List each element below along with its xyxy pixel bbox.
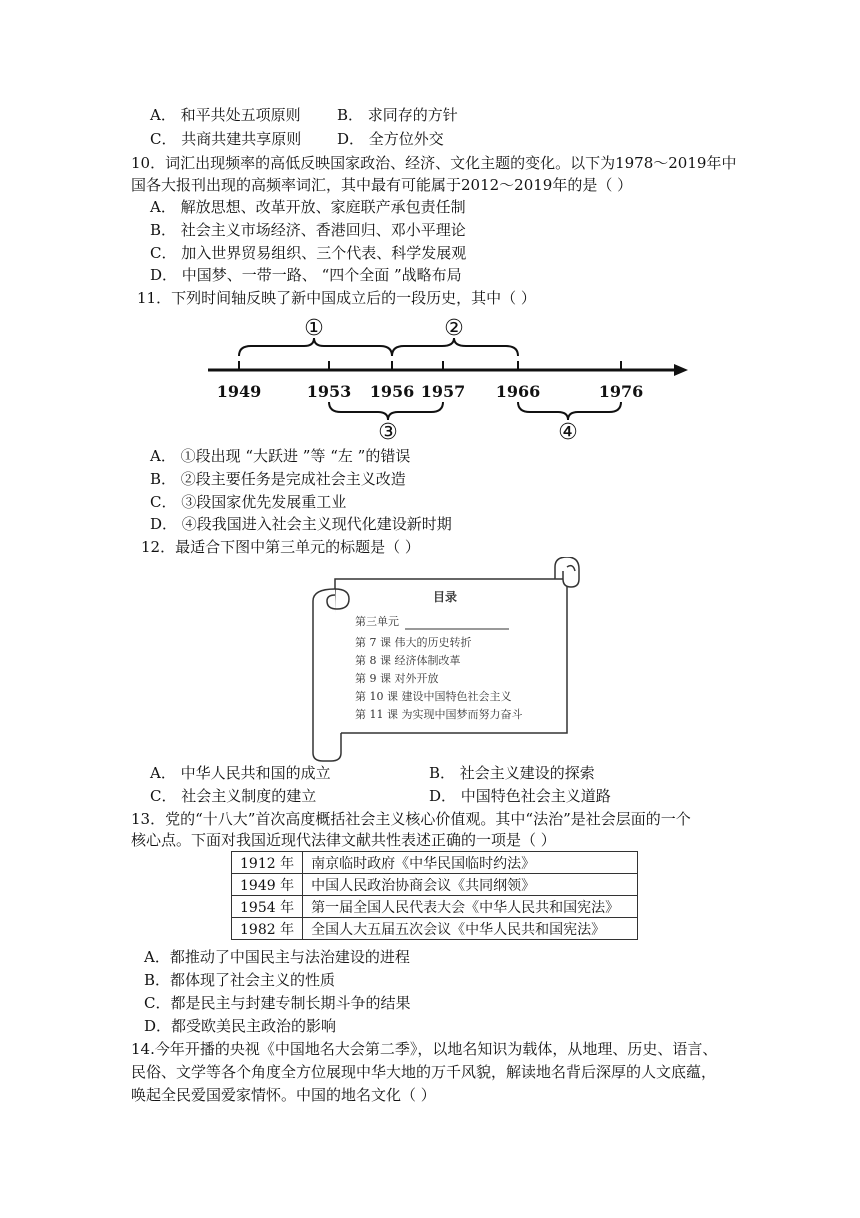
q10-option-a: A． 解放思想、改革开放、家庭联产承包责任制 [150,198,466,216]
segment-label-2: ② [444,318,464,341]
segment-label-4: ④ [558,420,578,442]
q11-stem: 11．下列时间轴反映了新中国成立后的一段历史，其中（ ） [137,289,536,307]
table-cell-year: 1949 年 [232,874,303,896]
year-label: 1949 [216,382,262,401]
q9-option-b: B． 求同存的方针 [337,106,458,124]
q10-stem-line2: 国各大报刊出现的高频率词汇，其中最有可能属于2012～2019年的是（ ） [131,176,633,194]
q12-option-c: C． 社会主义制度的建立 [150,787,317,805]
brace-3 [329,402,443,420]
q11-option-c: C． ③段国家优先发展重工业 [150,493,347,511]
toc-lesson: 第 7 课 伟大的历史转折 [355,636,472,649]
q11-option-a: A． ①段出现 “大跃进 ”等 “左 ”的错误 [150,447,411,465]
brace-4 [518,402,621,420]
toc-lesson: 第 9 课 对外开放 [355,672,439,685]
q10-option-d: D． 中国梦、一带一路、 “四个全面 ”战略布局 [150,266,462,284]
table-cell-year: 1912 年 [232,852,303,874]
timeline-figure [206,318,692,446]
q14-stem-line2: 民俗、文学等各个角度全方位展现中华大地的万千风貌，解读地名背后深厚的人文底蕴， [131,1063,717,1081]
table-row [232,874,638,896]
q12-option-d: D． 中国特色社会主义道路 [429,787,611,805]
q13-option-b: B．都体现了社会主义的性质 [144,971,336,989]
segment-label-1: ① [304,318,324,341]
q14-stem-line3: 唤起全民爱国爱家情怀。中国的地名文化（ ） [131,1086,436,1104]
toc-unit: 第三单元 [355,615,399,628]
year-label: 1953 [306,382,352,401]
q10-option-b: B． 社会主义市场经济、香港回归、邓小平理论 [150,221,466,239]
table-cell-document: 南京临时政府《中华民国临时约法》 [303,852,638,874]
q9-option-a: A． 和平共处五项原则 [150,106,301,124]
toc-lesson: 第 11 课 为实现中国梦而努力奋斗 [355,708,523,721]
q9-option-d: D． 全方位外交 [337,130,444,148]
table-row [232,852,638,874]
toc-title: 目录 [432,590,458,604]
q10-stem-line1: 10．词汇出现频率的高低反映国家政治、经济、文化主题的变化。以下为1978～2019年中 [131,154,737,172]
year-label: 1956 [369,382,415,401]
q12-stem: 12．最适合下图中第三单元的标题是（ ） [141,538,420,556]
table-cell-year: 1954 年 [232,896,303,918]
q14-stem-line1: 14.今年开播的央视《中国地名大会第二季》，以地名知识为载体，从地理、历史、语言、 [131,1040,718,1058]
q12-option-a: A． 中华人民共和国的成立 [150,764,331,782]
q9-option-c: C． 共商共建共享原则 [150,130,302,148]
table-row [232,918,638,940]
q10-option-c: C． 加入世界贸易组织、三个代表、科学发展观 [150,244,467,262]
table-cell-year: 1982 年 [232,918,303,940]
year-label: 1966 [495,382,541,401]
q13-option-d: D．都受欧美民主政治的影响 [144,1017,337,1035]
q13-stem-line1: 13．党的“十八大”首次高度概括社会主义核心价值观。其中“法治”是社会层面的一个 [131,810,691,828]
table-row [232,896,638,918]
year-label: 1957 [420,382,466,401]
q13-stem-line2: 核心点。下面对我国近现代法律文献共性表述正确的一项是（ ） [131,831,556,849]
toc-lesson: 第 8 课 经济体制改革 [355,654,461,667]
table-cell-document: 第一届全国人民代表大会《中华人民共和国宪法》 [303,896,638,918]
year-label: 1976 [598,382,644,401]
toc-lesson: 第 10 课 建设中国特色社会主义 [355,690,512,703]
q12-option-b: B． 社会主义建设的探索 [429,764,595,782]
toc-scroll-figure [305,557,585,767]
q13-option-c: C．都是民主与封建专制长期斗争的结果 [144,994,411,1012]
table-cell-document: 中国人民政治协商会议《共同纲领》 [303,874,638,896]
q11-option-b: B． ②段主要任务是完成社会主义改造 [150,470,406,488]
q13-option-a: A．都推动了中国民主与法治建设的进程 [144,948,410,966]
q11-option-d: D． ④段我国进入社会主义现代化建设新时期 [150,515,452,533]
law-documents-table [231,851,638,940]
table-cell-document: 全国人大五届五次会议《中华人民共和国宪法》 [303,918,638,940]
segment-label-3: ③ [378,420,398,442]
